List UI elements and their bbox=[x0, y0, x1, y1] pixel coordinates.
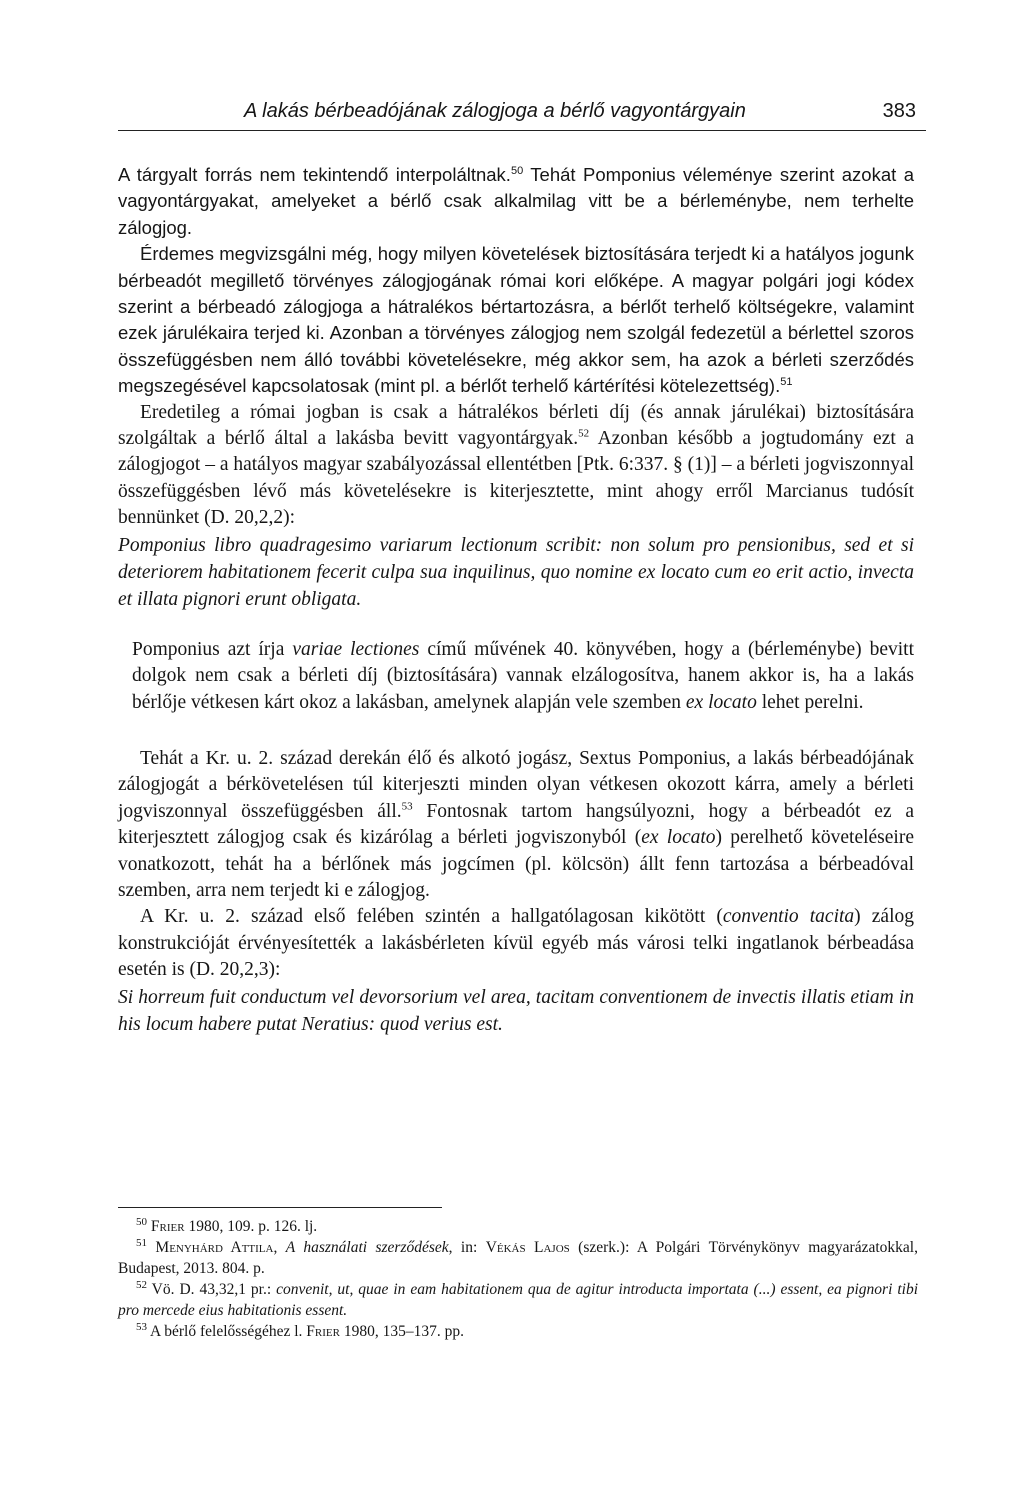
p4-text-b: című művének 40. könyvében, hogy a (bérleménybe) bevitt dolgok nem csak a bérleti díj (biztosítására) vannak elzálogosítva, hanem akkor is, ha a lakás bérlője vétkesen kárt okoz a lakásban, amelynek alapján vele szemben bbox=[132, 638, 915, 713]
p3-text-b: Azonban később a jogtudomány ezt a zálogjogot – a hatályos magyar szabályozással ellentétben [Ptk. 6:337. § (1)] – a bérleti jogviszonnyal összefüggésben lévő más követelésekre is kiterjesztette, mint ahogy erről Marcianus tudósít bennünket (D. 20,2,2): bbox=[118, 428, 915, 529]
p4-italic-1: variae lectiones bbox=[292, 638, 420, 660]
paragraph-2 bbox=[118, 241, 914, 399]
latin-quote-1: Pomponius libro quadragesimo variarum lectionum scribit: non solum pro pensionibus, sed et si deteriorem habitationem fecerit culpa sua inquilinus, quo nomine ex locato cum eo erit actio, invecta et illata pignori erunt obligata. bbox=[118, 534, 914, 610]
p2-text-a: Érdemes megvizsgálni még, hogy milyen követelések biztosítására terjedt ki a hatályos jogunk bérbeadót megillető törvényes zálogjogának római kori előképe. bbox=[118, 243, 914, 291]
footnote-text: A bérlő felelősségéhez l. bbox=[150, 1323, 307, 1340]
footnote-editor: Vékás Lajos bbox=[485, 1239, 570, 1256]
p4-text-c: lehet perelni. bbox=[756, 691, 864, 713]
footnote-text: (szerk.): A Polgári Törvénykönyv magyarázatokkal, Budapest, 2013. 804. p. bbox=[118, 1239, 918, 1277]
latin-quote-2: Si horreum fuit conductum vel devorsorium vel area, tacitam conventionem de invectis illatis etiam in his locum habere putat Neratius: quod verius est. bbox=[118, 986, 914, 1035]
footnote-author: Frier bbox=[150, 1218, 185, 1235]
footnote-ref-50: 50 bbox=[510, 164, 524, 177]
footnote-51 bbox=[118, 1237, 918, 1279]
p1-text-b: Tehát Pomponius véleménye szerint azokat a vagyontárgyakat, amelyeket a bérlő csak alkalmilag vitt be a bérleménybe, nem terhelte zálogjog. bbox=[118, 164, 914, 238]
footnote-ref-52: 52 bbox=[578, 427, 590, 440]
footnote-50 bbox=[118, 1216, 918, 1237]
footnote-text: Vö. D. 43,32,1 pr.: bbox=[151, 1281, 277, 1298]
footnote-ref-51: 51 bbox=[780, 376, 793, 389]
p5-text-a: Tehát a Kr. u. 2. század derekán élő és alkotó jogász, Sextus Pomponius, a lakás bérbeadójának zálogjogát a bérkövetelésen túl kiterjeszti minden olyan vétkesen okozott kárra, amely a bérleti jogviszonnyal összefüggésben áll. bbox=[118, 747, 914, 822]
footnote-title: A használati szerződések bbox=[285, 1239, 449, 1256]
paragraph-5 bbox=[118, 746, 914, 904]
body-text bbox=[118, 162, 914, 1038]
page-number: 383 bbox=[882, 100, 916, 122]
p1-text-a: A tárgyalt forrás nem tekintendő interpoláltnak. bbox=[118, 164, 511, 185]
footnote-number: 53 bbox=[136, 1320, 147, 1333]
footnotes bbox=[118, 1216, 918, 1342]
footnote-text: 1980, 109. p. 126. lj. bbox=[184, 1218, 318, 1235]
paragraph-3 bbox=[118, 400, 914, 532]
footnote-author: Menyhárd Attila bbox=[155, 1239, 274, 1256]
running-title: A lakás bérbeadójának zálogjoga a bérlő vagyontárgyain bbox=[244, 100, 746, 122]
footnote-text: , in: bbox=[448, 1239, 486, 1256]
footnote-text: 1980, 135–137. pp. bbox=[339, 1323, 464, 1340]
footnote-number: 52 bbox=[136, 1278, 147, 1291]
footnote-separator: , bbox=[273, 1239, 286, 1256]
paragraph-1 bbox=[118, 162, 914, 241]
p4-text-a: Pomponius azt írja bbox=[132, 638, 293, 660]
footnote-ref-53: 53 bbox=[401, 800, 413, 813]
p6-text-a: A Kr. u. 2. század első felében szintén a hallgatólagosan kikötött ( bbox=[140, 906, 723, 928]
footnote-52 bbox=[118, 1279, 918, 1321]
page-header bbox=[118, 96, 926, 130]
footnote-author: Frier bbox=[306, 1323, 340, 1340]
p5-text-c: ) perelhető követeléseire vonatkozott, tehát ha a bérlőnek más jogcímen (pl. kölcsön) állt fenn tartozása a bérbeadóval szemben, arra nem terjedt ki e zálogjog. bbox=[118, 827, 914, 901]
footnote-number: 51 bbox=[136, 1236, 147, 1249]
p3-text-a: Eredetileg a római jogban is csak a hátralékos bérleti díj (és annak járulékai) biztosítására szolgáltak a bérlő által a lakásba bevitt vagyontárgyak. bbox=[118, 401, 914, 450]
p6-text-b: ) zálog konstrukcióját érvényesítették a lakásbérleten kívül egyéb más városi telki ingatlanok bérbeadása esetén is (D. 20,2,3): bbox=[118, 906, 914, 981]
p5-italic-1: ex locato bbox=[641, 827, 716, 849]
footnote-53 bbox=[118, 1321, 918, 1342]
footnote-rule bbox=[118, 1207, 442, 1208]
header-rule bbox=[118, 130, 926, 131]
footnote-number: 50 bbox=[136, 1215, 147, 1228]
p5-text-b: Fontosnak tartom hangsúlyozni, hogy a bérbeadót ez a kiterjesztett zálogjog csak és kizárólag a bérleti jogviszonyból ( bbox=[118, 800, 915, 849]
p6-italic-1: conventio tacita bbox=[722, 906, 855, 928]
footnote-latin: convenit, ut, quae in eam habitationem qua de agitur introducta importata (...) essent, ea pignori tibi pro mercede eius habitationis essent. bbox=[118, 1281, 918, 1319]
paragraph-6 bbox=[118, 904, 914, 983]
paragraph-translation bbox=[132, 637, 914, 716]
p2-text-b: A magyar polgári jogi kódex szerint a bérbeadó zálogjoga a hátralékos bértartozásra, a bérlőt terhelő költségekre, valamint ezek járulékaira terjed ki. Azonban a törvényes zálogjog nem szolgál fedezetül a bérlettel szoros összefüggésben nem álló további követelésekre, még akkor sem, ha azok a bérleti szerződés megszegésével kapcsolatosak (mint pl. a bérlőt terhelő kártérítési kötelezettség). bbox=[118, 269, 914, 397]
p4-italic-2: ex locato bbox=[685, 691, 757, 713]
